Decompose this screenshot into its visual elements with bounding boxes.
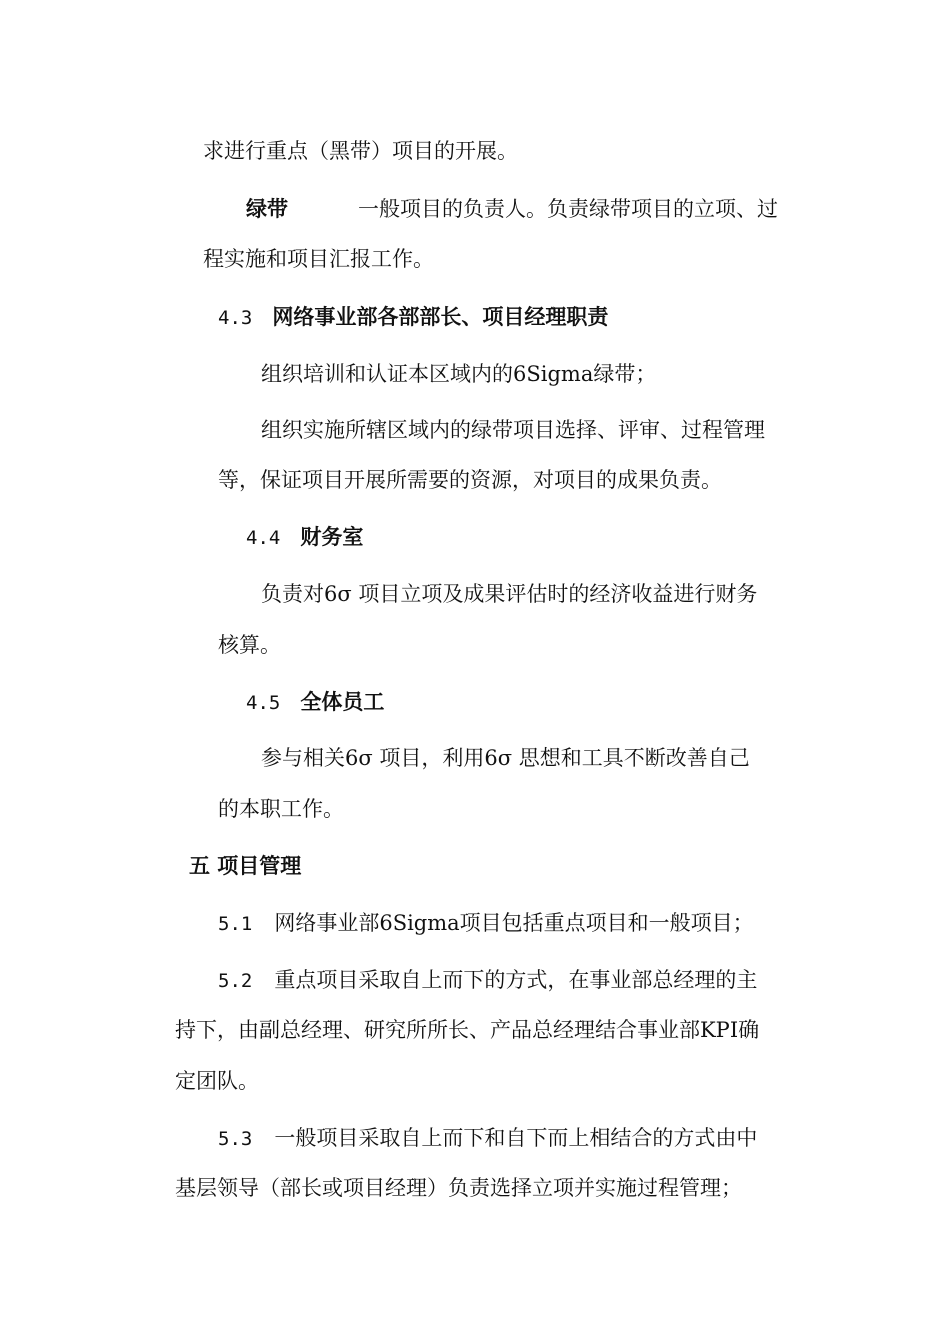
paragraph-line: 组织培训和认证本区域内的6Sigma绿带； xyxy=(261,362,657,386)
paragraph-line: 负责对6σ 项目立项及成果评估时的经济收益进行财务 xyxy=(261,582,758,606)
item-5-3 xyxy=(218,1124,757,1153)
paragraph-line: 持下，由副总经理、研究所所长、产品总经理结合事业部KPI确 xyxy=(175,1018,760,1042)
section-heading-4-5 xyxy=(246,688,384,717)
section-number: 4.5 xyxy=(246,692,281,714)
item-5-2 xyxy=(218,966,757,995)
chapter-heading-5: 五 项目管理 xyxy=(189,854,302,878)
item-number: 5.1 xyxy=(218,913,253,935)
section-title: 全体员工 xyxy=(300,690,385,714)
item-text: 重点项目采取自上而下的方式，在事业部总经理的主 xyxy=(274,968,758,992)
greenbelt-paragraph xyxy=(246,195,778,223)
item-number: 5.3 xyxy=(218,1128,253,1150)
greenbelt-text: 一般项目的负责人。负责绿带项目的立项、过 xyxy=(358,197,778,221)
paragraph-line: 程实施和项目汇报工作。 xyxy=(203,247,434,271)
section-heading-4-4 xyxy=(246,523,363,552)
section-number: 4.4 xyxy=(246,527,281,549)
section-title: 财务室 xyxy=(300,525,364,549)
paragraph-line: 定团队。 xyxy=(175,1069,259,1093)
item-number: 5.2 xyxy=(218,970,253,992)
paragraph-line: 求进行重点（黑带）项目的开展。 xyxy=(203,139,518,163)
item-text: 网络事业部6Sigma项目包括重点项目和一般项目； xyxy=(274,911,754,935)
paragraph-line: 组织实施所辖区域内的绿带项目选择、评审、过程管理 xyxy=(261,418,765,442)
section-title: 网络事业部各部部长、项目经理职责 xyxy=(272,305,609,329)
paragraph-line: 核算。 xyxy=(218,633,281,657)
section-heading-4-3 xyxy=(218,303,608,332)
item-5-1 xyxy=(218,909,754,938)
item-text: 一般项目采取自上而下和自下而上相结合的方式由中 xyxy=(274,1126,758,1150)
greenbelt-label: 绿带 xyxy=(246,197,288,221)
section-number: 4.3 xyxy=(218,307,253,329)
paragraph-line: 等，保证项目开展所需要的资源，对项目的成果负责。 xyxy=(218,468,722,492)
paragraph-line: 参与相关6σ 项目，利用6σ 思想和工具不断改善自己 xyxy=(261,746,750,770)
paragraph-line: 的本职工作。 xyxy=(218,797,344,821)
paragraph-line: 基层领导（部长或项目经理）负责选择立项并实施过程管理； xyxy=(175,1176,742,1200)
